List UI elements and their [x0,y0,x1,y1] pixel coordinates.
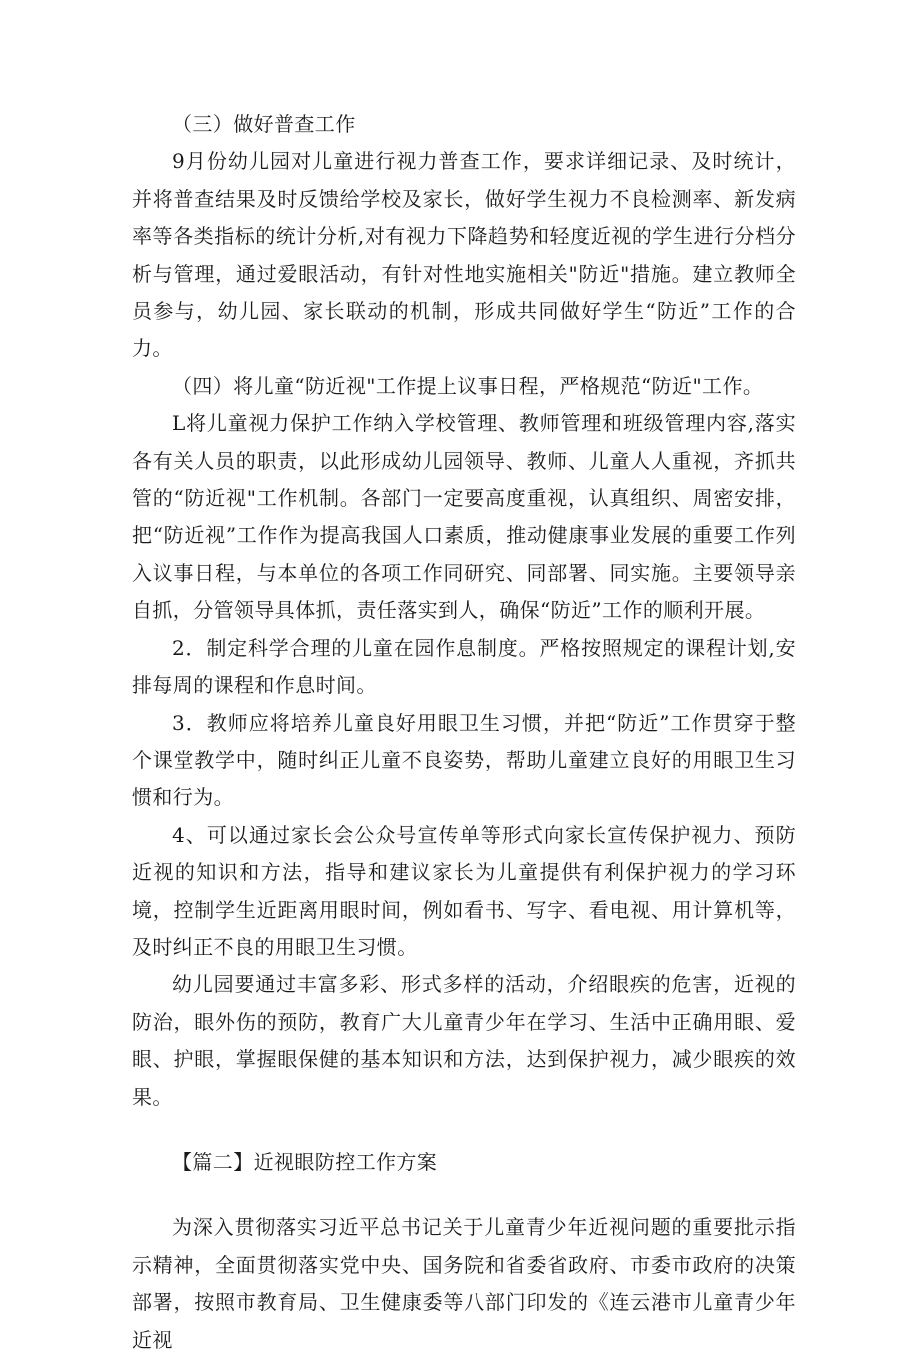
section-4-item-1: L将儿童视力保护工作纳入学校管理、教师管理和班级管理内容,落实各有关人员的职责，以此形成幼儿园领导、教师、儿童人人重视，齐抓共管的“防近视"工作机制。各部门一定要高度重视，认真组织、周密安排，把“防近视”工作作为提高我国人口素质，推动健康事业发展的重要工作列入议事日程，与本单位的各项工作同研究、同部署、同实施。主要领导亲自抓，分管领导具体抓，责任落实到人，确保“防近”工作的顺利开展。 [132,411,796,623]
section-3-title: （三）做好普查工作 [172,112,356,136]
section-4-item-2: 2．制定科学合理的儿童在园作息制度。严格按照规定的课程计划,安排每周的课程和作息时间。 [132,635,796,698]
document-page [132,106,796,1359]
section-4-item-4: 4、可以通过家长会公众号宣传单等形式向家长宣传保护视力、预防近视的知识和方法，指导和建议家长为儿童提供有利保护视力的学习环境，控制学生近距离用眼时间，例如看书、写字、看电视、用计算机等，及时纠正不良的用眼卫生习惯。 [132,822,796,959]
part-2-title: 【篇二】近视眼防控工作方案 [172,1149,438,1174]
section-4-closing: 幼儿园要通过丰富多彩、形式多样的活动，介绍眼疾的危害，近视的防治，眼外伤的预防，教育广大儿童青少年在学习、生活中正确用眼、爱眼、护眼，掌握眼保健的基本知识和方法，达到保护视力，减少眼疾的效果。 [132,972,796,1109]
section-3-body: 9月份幼儿园对儿童进行视力普查工作，要求详细记录、及时统计，并将普查结果及时反馈给学校及家长，做好学生视力不良检测率、新发病率等各类指标的统计分析,对有视力下降趋势和轻度近视的学生进行分档分析与管理，通过爱眼活动，有针对性地实施相关"防近"措施。建立教师全员参与，幼儿园、家长联动的机制，形成共同做好学生“防近”工作的合力。 [132,149,796,361]
section-4-item-3: 3．教师应将培养儿童良好用眼卫生习惯，并把“防近”工作贯穿于整个课堂教学中，随时纠正儿童不良姿势，帮助儿童建立良好的用眼卫生习惯和行为。 [132,710,796,810]
part-2-intro: 为深入贯彻落实习近平总书记关于儿童青少年近视问题的重要批示指示精神，全面贯彻落实党中央、国务院和省委省政府、市委市政府的决策部署，按照市教育局、卫生健康委等八部门印发的《连云港市儿童青少年近视 [132,1215,796,1352]
section-4-title: （四）将儿童“防近视"工作提上议事日程，严格规范“防近"工作。 [172,373,764,398]
